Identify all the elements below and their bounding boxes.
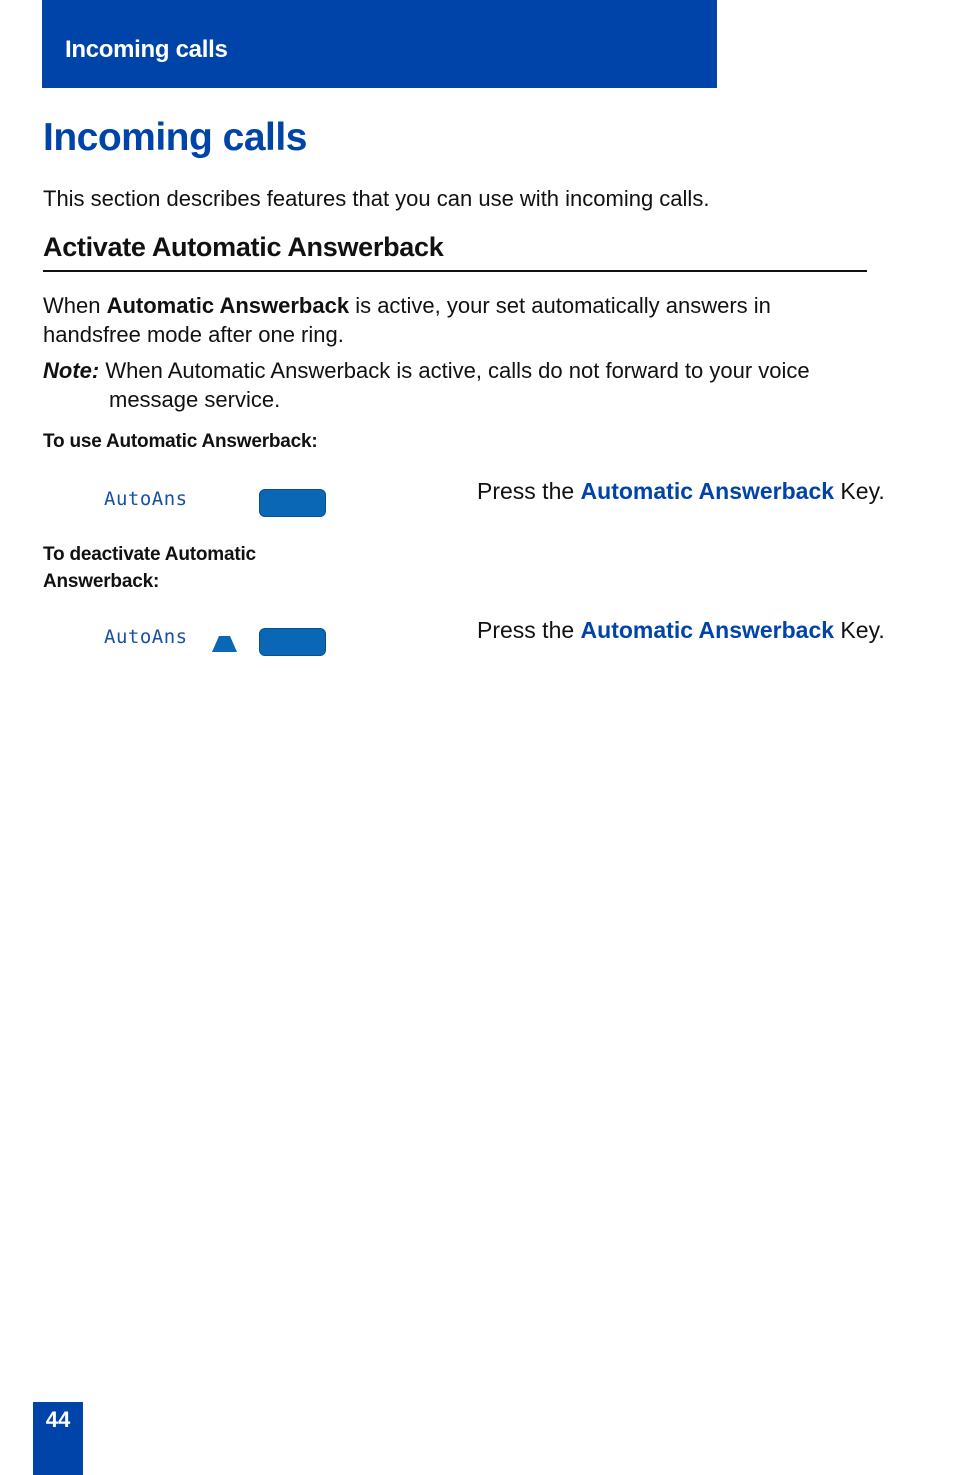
procedure-heading-deactivate-line-1: To deactivate Automatic bbox=[43, 544, 256, 565]
instruction-suffix: Key. bbox=[834, 478, 885, 504]
instruction-key-name: Automatic Answerback bbox=[580, 617, 835, 643]
autoans-soft-key[interactable] bbox=[259, 489, 326, 517]
procedure-heading-use: To use Automatic Answerback: bbox=[43, 431, 318, 452]
instruction-use bbox=[477, 478, 885, 505]
page-number-tab bbox=[33, 1402, 83, 1475]
page-title: Incoming calls bbox=[43, 116, 307, 159]
note-line-1: When Automatic Answerback is active, calls do not forward to your voice bbox=[99, 358, 810, 383]
autoans-soft-key-active[interactable] bbox=[259, 628, 326, 656]
page-number: 44 bbox=[45, 1407, 71, 1432]
running-header bbox=[42, 0, 717, 88]
description-paragraph bbox=[43, 291, 863, 349]
running-header-title: Incoming calls bbox=[65, 36, 228, 63]
instruction-deactivate bbox=[477, 617, 885, 644]
section-divider bbox=[43, 270, 867, 272]
indicator-triangle-icon bbox=[212, 636, 237, 652]
instruction-prefix: Press the bbox=[477, 478, 581, 504]
note-line-2: message service. bbox=[109, 387, 281, 412]
description-suffix: is active, your set automatically answers in handsfree mode after one ring. bbox=[43, 293, 771, 347]
procedure-heading-deactivate bbox=[43, 541, 256, 595]
procedure-heading-deactivate-line-2: Answerback: bbox=[43, 571, 160, 592]
intro-text: This section describes features that you can use with incoming calls. bbox=[43, 186, 710, 211]
description-prefix: When bbox=[43, 293, 107, 318]
section-heading: Activate Automatic Answerback bbox=[43, 232, 444, 262]
instruction-prefix: Press the bbox=[477, 617, 581, 643]
description-feature-name: Automatic Answerback bbox=[106, 293, 350, 318]
instruction-suffix: Key. bbox=[834, 617, 885, 643]
note-label: Note: bbox=[43, 358, 100, 383]
display-label-autoans: AutoAns bbox=[104, 626, 188, 648]
note bbox=[43, 356, 863, 414]
display-label-autoans: AutoAns bbox=[104, 488, 188, 510]
instruction-key-name: Automatic Answerback bbox=[580, 478, 835, 504]
